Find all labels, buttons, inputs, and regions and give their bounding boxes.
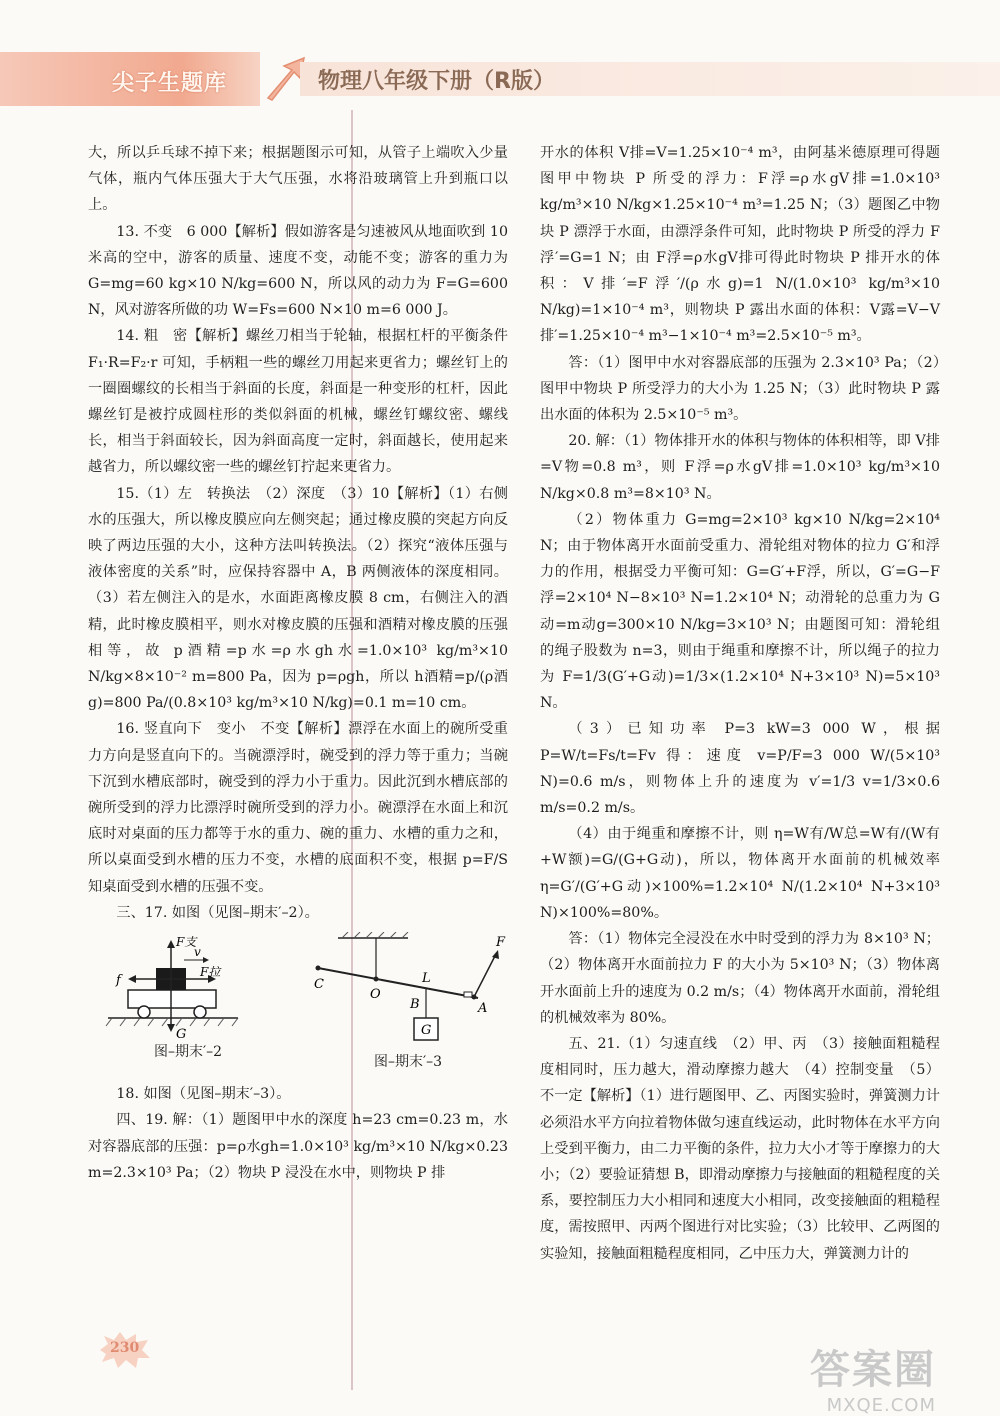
answer-20-part4: （4）由于绳重和摩擦不计，则 η=W有/W总=W有/(W有+W额)=G/(G+G动)，所以，物体离开水面前的机械效率 η=G′/(G′+G动)×100%=1.2×10⁴ N/(1.2×10⁴ N+3×10³ N)×100%=80%。 [540, 826, 940, 921]
label-friction: f [116, 973, 121, 989]
answer-16: 16. 竖直向下 变小 不变【解析】漂浮在水面上的碗所受重力方向是竖直向下的。当碗漂浮时，碗受到的浮力等于重力；当碗下沉到水槽底部时，碗受到的浮力小于重力。因此沉到水槽底部的碗所受到的浮力比漂浮时碗所受到的浮力小。碗漂浮在水面上和沉底时对桌面的压力都等于水的重力、碗的重力、水槽的重力之和，所以桌面受到水槽的压力不变，水槽的底面积不变，根据 p=F/S 知桌面受到水槽的压强不变。 [88, 721, 508, 895]
label-gravity: G [176, 1027, 187, 1043]
label-weight-g: G [421, 1023, 432, 1039]
figure-2-caption: 图–期末′–2 [153, 1044, 223, 1061]
figure-lever [308, 932, 508, 1077]
answer-20-part2: （2）物体重力 G=mg=2×10³ kg×10 N/kg=2×10⁴ N；由于物体离开水面前受重力、滑轮组对物体的拉力 G′和浮力的作用，根据受力平衡可知：G=G′+F浮，所以，G′=G−F浮=2×10⁴ N−8×10³ N=1.2×10⁴ N；动滑轮的总重力为 G动=m动g=300×10 N/kg=3×10³ N；由题图可知：滑轮组的绳子股数为 n=3，则由于绳重和摩擦不计，所以绳子的拉力为 F=1/3(G′+G动)=1/3×(1.2×10⁴ N+3×10³ N)=5×10³ N。 [540, 511, 940, 712]
label-point-c: C [314, 977, 324, 993]
answer-13: 13. 不变 6 000【解析】假如游客是匀速被风从地面吹到 10 米高的空中，游客的质量、速度不变，动能不变；游客的重力为 G=mg=60 kg×10 N/kg=600 N，所以风的动力为 F=G=600 N，风对游客所做的功 W=Fs=600 N×10 m=6 000 J。 [88, 223, 508, 319]
watermark [810, 1338, 936, 1416]
figure-cart [88, 932, 288, 1077]
answer-19-cont: 开水的体积 V排=V=1.25×10⁻⁴ m³，由阿基米德原理可得题图甲中物块 P 所受的浮力：F浮=ρ水gV排=1.0×10³ kg/m³×10 N/kg×1.25×10⁻⁴ m³=1.25 N；（3）题图乙中物块 P 漂浮于水面，由漂浮条件可知，此时物块 P 所受的浮力 F浮′=G=1 N；由 F浮=ρ水gV排可得此时物块 P 排开水的体积：V排′=F浮′/(ρ水g)=1 N/(1.0×10³ kg/m³×10 N/kg)=1×10⁻⁴ m³，则物块 P 露出水面的体积：V露=V−V排′=1.25×10⁻⁴ m³−1×10⁻⁴ m³=2.5×10⁻⁵ m³。 [540, 145, 940, 345]
series-title: 尖子生题库 [112, 71, 228, 96]
answer-18: 18. 如图（见图–期末′–3）。 [116, 1086, 291, 1103]
page-number: 230 [110, 1340, 140, 1356]
watermark-text: 答案圈 [810, 1347, 936, 1393]
label-point-a: A [478, 1001, 488, 1017]
label-point-b: B [410, 997, 420, 1013]
answer-19-start: 四、19. 解：（1）题图甲中水的深度 h=23 cm=0.23 m，水对容器底部的压强：p=ρ水gh=1.0×10³ kg/m³×10 N/kg×0.23 m=2.3×10³ Pa；（2）物块 P 浸没在水中，则物块 P 排 [88, 1112, 508, 1181]
lever-diagram [308, 932, 508, 1052]
label-point-o: O [370, 987, 381, 1003]
book-title: 物理八年级下册（R版） [318, 69, 555, 94]
cart-force-diagram [88, 932, 288, 1042]
label-f-support: F支 [176, 935, 197, 950]
answer-20-part3: （3）已知功率 P=3 kW=3 000 W，根据 P=W/t=Fs/t=Fv 得：速度 v=P/F=3 000 W/(5×10³ N)=0.6 m/s，则物体上升的速度为 v′=1/3 v=1/3×0.6 m/s=0.2 m/s。 [540, 721, 940, 817]
figure-row [88, 932, 508, 1077]
answer-21: 五、21.（1）匀速直线 （2）甲、丙 （3）接触面粗糙程度相同时，压力越大，滑动摩擦力越大 （4）控制变量 （5）不一定【解析】（1）进行题图甲、乙、丙图实验时，弹簧测力计必须沿水平方向拉着物体做匀速直线运动，此时物体在水平方向上受到平衡力，由二力平衡的条件，拉力大小才等于摩擦力的大小；（2）要验证猜想 B，即滑动摩擦力与接触面的粗糙程度的关系，要控制压力大小相同和速度大小相同，改变接触面的粗糙程度，需按照甲、丙两个图进行对比实验；（3）比较甲、乙两图的实验知，接触面粗糙程度相同，乙中压力大，弹簧测力计的 [540, 1035, 940, 1262]
figure-3-caption: 图–期末′–3 [373, 1054, 443, 1071]
answer-17: 三、17. 如图（见图–期末′–2）。 [116, 904, 319, 921]
answer-20-part1: 20. 解：（1）物体排开水的体积与物体的体积相等，即 V排=V物=0.8 m³，则 F浮=ρ水gV排=1.0×10³ kg/m³×10 N/kg×0.8 m³=8×10³ N。 [540, 433, 940, 502]
watermark-url: MXQE.COM [826, 1395, 936, 1416]
answer-14: 14. 粗 密【解析】螺丝刀相当于轮轴，根据杠杆的平衡条件 F₁·R=F₂·r 可知，手柄粗一些的螺丝刀用起来更省力；螺丝钉上的一圈圈螺纹的长相当于斜面的长度，斜面是一种变形的杠杆，因此螺丝钉是被拧成圆柱形的类似斜面的机械，螺丝钉螺纹密、螺线长，相当于斜面较长，因为斜面高度一定时，斜面越长，使用起来越省力，所以螺纹密一些的螺丝钉拧起来更省力。 [88, 328, 508, 476]
answer-15: 15.（1）左 转换法 （2）深度 （3）10【解析】（1）右侧水的压强大，所以橡皮膜应向左侧突起；通过橡皮膜的突起方向反映了两边压强的大小，这种方法叫转换法。（2）探究“液体压强与液体密度的关系”时，应保持容器中 A，B 两侧液体的深度相同。（3）若左侧注入的是水，水面距离橡皮膜 8 cm，右侧注入的酒精，此时橡皮膜相平，则水对橡皮膜的压强和酒精对橡皮膜的压强相等，故 p酒精=p水=ρ水gh水=1.0×10³ kg/m³×10 N/kg×8×10⁻² m=800 Pa，因为 p=ρgh，所以 h酒精=p/(ρ酒g)=800 Pa/(0.8×10³ kg/m³×10 N/kg)=0.1 m=10 cm。 [88, 485, 508, 712]
header-banner [0, 52, 1000, 106]
label-force-f: F [496, 935, 506, 951]
label-point-l: L [422, 971, 431, 987]
label-velocity: v [194, 945, 201, 960]
right-column [540, 140, 940, 1267]
answer-20-conclusion: 答：（1）物体完全浸没在水中时受到的浮力为 8×10³ N；（2）物体离开水面前拉力 F 的大小为 5×10³ N；（3）物体离开水面前上升的速度为 0.2 m/s；（4）物体离开水面前，滑轮组的机械效率为 80%。 [540, 931, 940, 1026]
answer-19-conclusion: 答：（1）图甲中水对容器底部的压强为 2.3×10³ Pa；（2）图甲中物块 P 所受浮力的大小为 1.25 N；（3）此时物块 P 露出水面的体积为 2.5×10⁻⁵ m³。 [540, 354, 940, 424]
answer-12-end: 大，所以乒乓球不掉下来；根据题图示可知，从管子上端吹入少量气体，瓶内气体压强大于大气压强，水将沿玻璃管上升到瓶口以上。 [88, 145, 508, 214]
left-column [88, 140, 508, 1186]
label-f-pull: F拉 [200, 965, 221, 980]
